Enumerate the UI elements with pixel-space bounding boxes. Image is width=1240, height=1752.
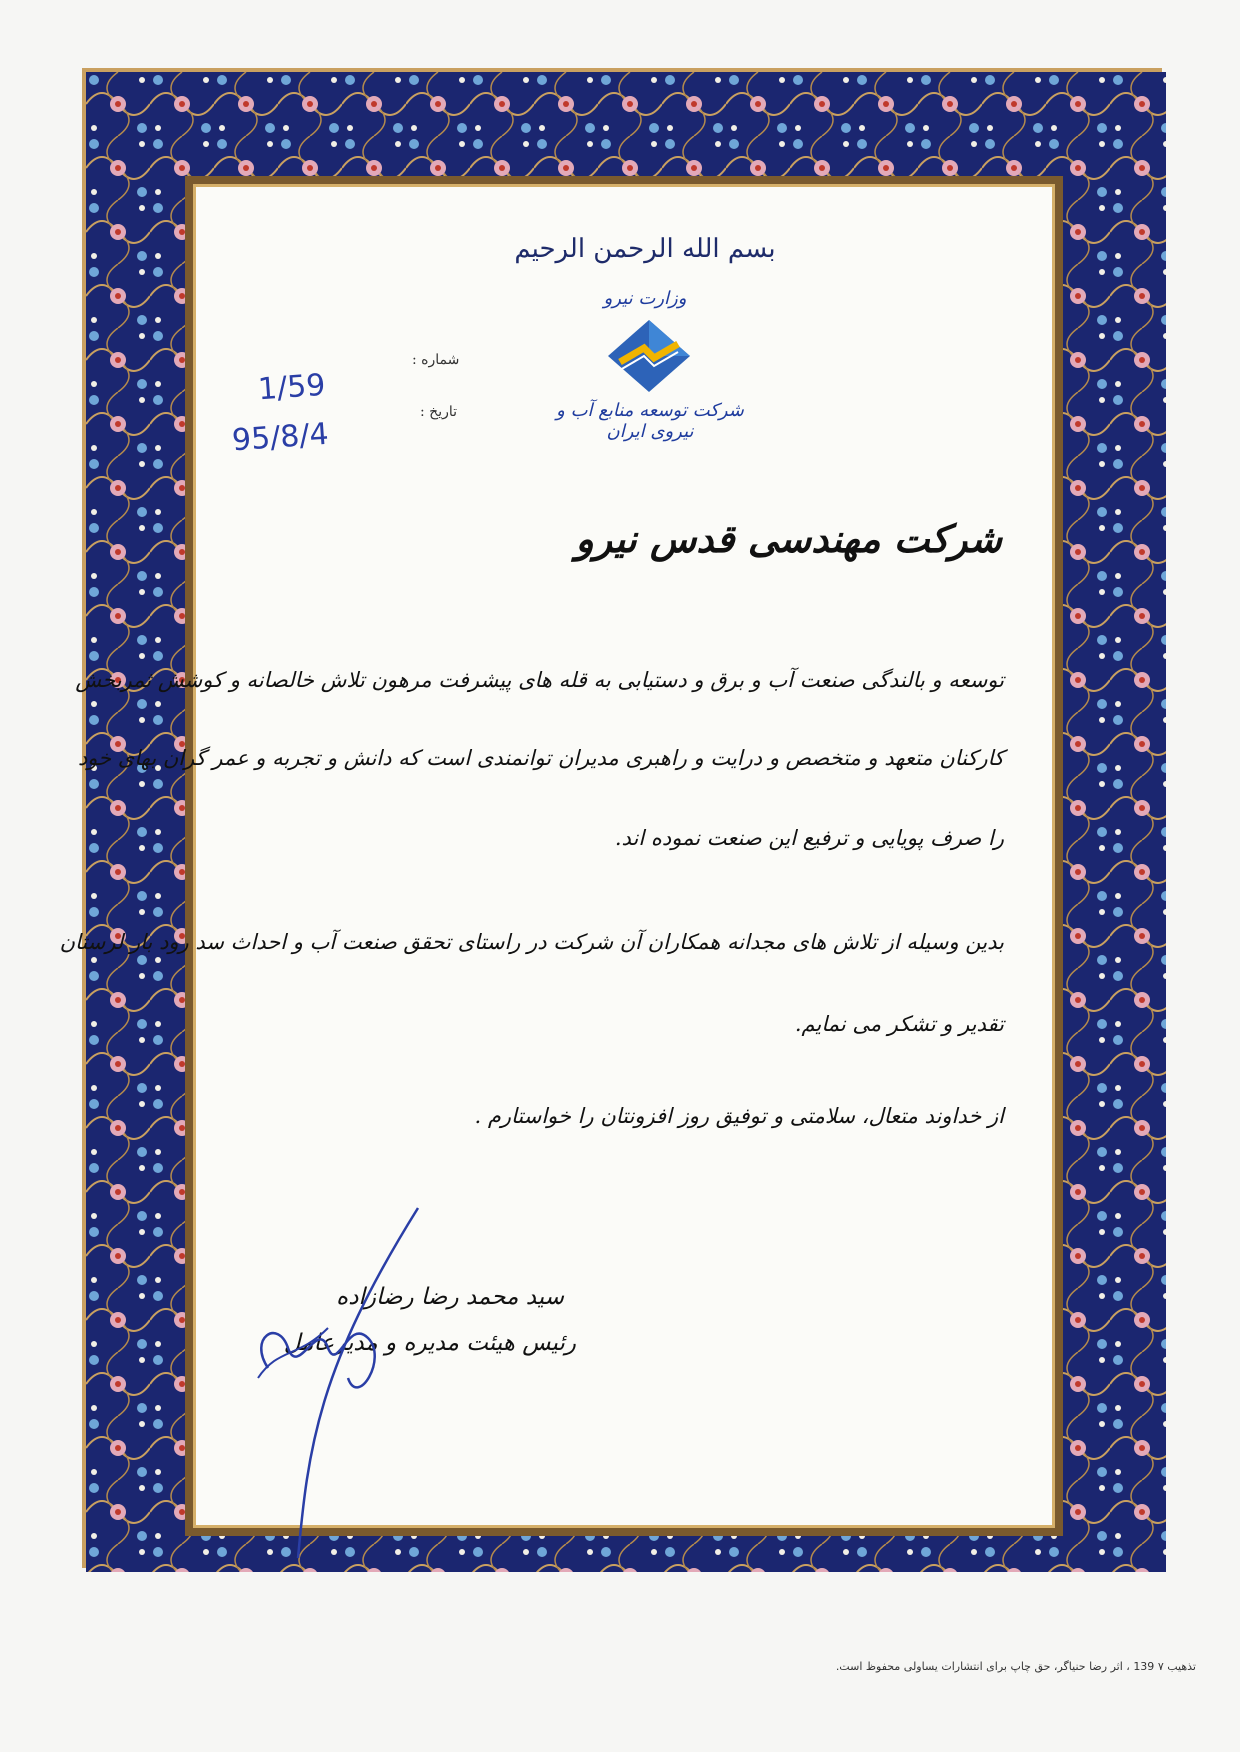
handwritten-date: 95/8/4: [230, 416, 330, 459]
handwritten-number: 1/59: [256, 367, 327, 408]
basmala: بسم الله الرحمن الرحيم: [514, 234, 776, 264]
body-line-5: تقدیر و تشکر می نمایم.: [794, 1012, 1004, 1036]
body-line-2: کارکنان متعهد و متخصص و درایت و راهبری مدیران توانمندی است که دانش و تجربه و عمر گران بهای خود: [77, 746, 1004, 770]
body-line-6: از خداوند متعال، سلامتی و توفیق روز افزونتان را خواستارم .: [474, 1104, 1004, 1128]
signatory-name: سید محمد رضا رضازاده: [336, 1284, 564, 1310]
body-line-3: را صرف پویایی و ترفیع این صنعت نموده اند.: [614, 826, 1004, 850]
handwritten-signature: [238, 1198, 458, 1558]
date-label: تاریخ :: [420, 404, 458, 420]
body-line-1: توسعه و بالندگی صنعت آب و برق و دستیابی به قله های پیشرفت مرهون تلاش خالصانه و کوشش ثمربخش: [75, 668, 1004, 692]
company-logo: [606, 318, 692, 394]
ministry-title: وزارت نیرو: [603, 288, 687, 309]
signatory-title: رئیس هیئت مدیره و مدیرعامل: [283, 1330, 576, 1356]
company-name: شرکت توسعه منابع آب و نیروی ایران: [556, 400, 744, 442]
number-label: شماره :: [412, 352, 460, 368]
body-line-4: بدین وسیله از تلاش های مجدانه همکاران آن شرکت در راستای تحقق صنعت آب و احداث سد رود بار لرستان: [59, 930, 1004, 954]
recipient-title: شرکت مهندسی قدس نیرو: [575, 516, 1002, 561]
footer-credit: تذهیب ۷ 139 ، اثر رضا حنیاگر، حق چاپ برای انتشارات یساولی محفوظ است.: [835, 1660, 1196, 1673]
